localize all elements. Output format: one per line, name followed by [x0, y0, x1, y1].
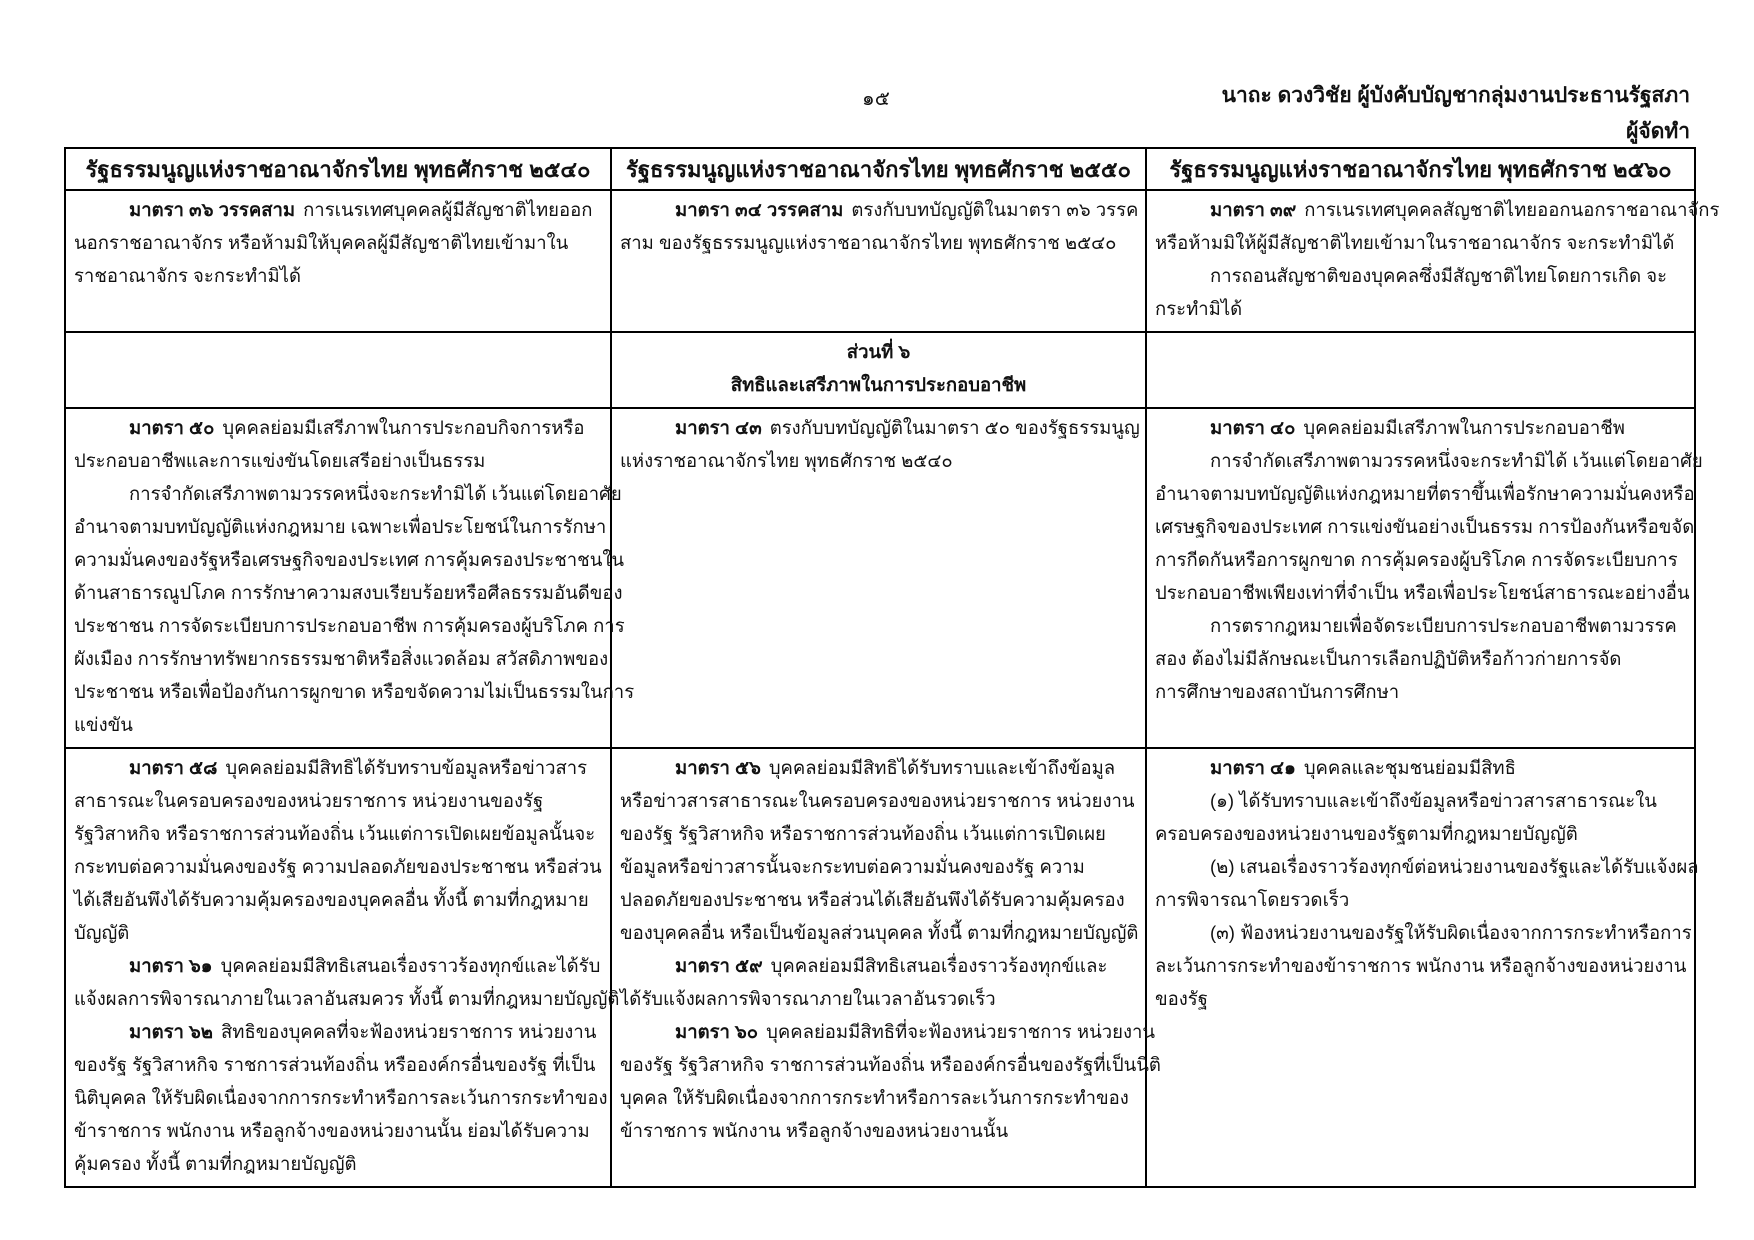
line-text: บุคคลย่อมมีเสรีภาพในการประกอบอาชีพ	[1303, 417, 1625, 438]
line-text: ของบุคคลอื่น หรือเป็นข้อมูลส่วนบุคคล ทั้งนี้ ตามที่กฎหมายบัญญัติ	[620, 922, 1139, 943]
text-line	[1155, 259, 1686, 292]
line-text: นอกราชอาณาจักร หรือห้ามมิให้บุคคลผู้มีสัญชาติไทยเข้ามาใน	[74, 232, 569, 253]
line-text: รัฐวิสาหกิจ หรือราชการส่วนท้องถิ่น เว้นแต่การเปิดเผยข้อมูลนั้นจะ	[74, 823, 596, 844]
column-header-2560: รัฐธรรมนูญแห่งราชอาณาจักรไทย พุทธศักราช ๒๕๖๐	[1146, 148, 1695, 190]
line-text: สอง ต้องไม่มีลักษณะเป็นการเลือกปฏิบัติหรือก้าวก่ายการจัด	[1155, 648, 1622, 669]
text-line	[74, 193, 602, 226]
text-line	[74, 642, 609, 675]
text-line	[1155, 609, 1686, 642]
line-text: ของรัฐ รัฐวิสาหกิจ หรือราชการส่วนท้องถิ่น เว้นแต่การเปิดเผย	[620, 823, 1106, 844]
text-line	[1155, 292, 1686, 325]
line-text: การศึกษาของสถาบันการศึกษา	[1155, 681, 1400, 702]
text-line	[620, 1081, 1137, 1114]
table-cell	[65, 408, 635, 748]
line-text: สาม ของรัฐธรรมนูญแห่งราชอาณาจักรไทย พุทธศักราช ๒๕๔๐	[620, 232, 1117, 253]
line-text: การจำกัดเสรีภาพตามวรรคหนึ่งจะกระทำมิได้ เว้นแต่โดยอาศัย	[1210, 450, 1703, 471]
text-line	[1155, 477, 1695, 510]
table-cell	[1146, 332, 1695, 408]
section-number: มาตรา ๖๐	[675, 1021, 759, 1042]
line-text: การเนรเทศบุคคลสัญชาติไทยออกนอกราชอาณาจักร	[1304, 199, 1720, 220]
line-text: แจ้งผลการพิจารณาภายในเวลาอันสมควร ทั้งนี้ ตามที่กฎหมายบัญญัติ	[74, 988, 620, 1009]
line-text: ของรัฐ	[1155, 988, 1208, 1009]
section-heading	[620, 335, 1137, 368]
table-cell	[65, 190, 611, 332]
line-text: การถอนสัญชาติของบุคคลซึ่งมีสัญชาติไทยโดยการเกิด จะ	[1210, 265, 1668, 286]
text-line	[1155, 751, 1686, 784]
text-line	[74, 1081, 608, 1114]
text-line	[74, 411, 602, 444]
line-text: ราชอาณาจักร จะกระทำมิได้	[74, 265, 301, 286]
section-number: มาตรา ๔๑	[1210, 757, 1296, 778]
text-line	[74, 1147, 602, 1180]
text-line	[74, 609, 625, 642]
line-text: การเนรเทศบุคคลผู้มีสัญชาติไทยออก	[303, 199, 593, 220]
line-text: กระทบต่อความมั่นคงของรัฐ ความปลอดภัยของประชาชน หรือส่วน	[74, 856, 602, 877]
text-line	[74, 949, 602, 982]
author-role: ผู้จัดทำ	[1626, 120, 1690, 143]
text-line	[620, 751, 1137, 784]
line-text: บุคคลย่อมมีสิทธิเสนอเรื่องราวร้องทุกข์และได้รับ	[220, 955, 601, 976]
text-line	[620, 850, 1137, 883]
table-row	[65, 332, 1695, 408]
text-line	[1155, 642, 1686, 675]
header-row	[65, 148, 1695, 190]
text-line	[620, 916, 1137, 949]
section-number: มาตรา ๔๐	[1210, 417, 1296, 438]
column-header-2540: รัฐธรรมนูญแห่งราชอาณาจักรไทย พุทธศักราช ๒๕๔๐	[65, 148, 611, 190]
line-text: ของรัฐ รัฐวิสาหกิจ ราชการส่วนท้องถิ่น หรือองค์กรอื่นของรัฐที่เป็นนิติ	[620, 1054, 1161, 1075]
line-text: บุคคลย่อมมีเสรีภาพในการประกอบกิจการหรือ	[222, 417, 585, 438]
text-line	[1155, 949, 1686, 982]
line-text: ปลอดภัยของประชาชน หรือส่วนได้เสียอันพึงได้รับความคุ้มครอง	[620, 889, 1125, 910]
text-line	[620, 982, 1137, 1015]
table-cell	[611, 408, 1146, 748]
line-text: เศรษฐกิจของประเทศ การแข่งขันอย่างเป็นธรรม การป้องกันหรือขจัด	[1155, 516, 1695, 537]
text-line	[74, 982, 620, 1015]
section-number: มาตรา ๓๙	[1210, 199, 1297, 220]
line-text: ของรัฐ รัฐวิสาหกิจ ราชการส่วนท้องถิ่น หรือองค์กรอื่นของรัฐ ที่เป็น	[74, 1054, 596, 1075]
line-text: บุคคลย่อมมีสิทธิเสนอเรื่องราวร้องทุกข์และ	[770, 955, 1108, 976]
text-line	[1155, 510, 1695, 543]
section-number: มาตรา ๖๑	[129, 955, 213, 976]
column-header-2550: รัฐธรรมนูญแห่งราชอาณาจักรไทย พุทธศักราช ๒๕๕๐	[611, 148, 1146, 190]
text-line	[74, 675, 635, 708]
line-text: ข้อมูลหรือข่าวสารนั้นจะกระทบต่อความมั่นคงของรัฐ ความ	[620, 856, 1085, 877]
text-line	[620, 444, 1137, 477]
text-line	[620, 226, 1137, 259]
line-text: บุคคลและชุมชนย่อมมีสิทธิ	[1303, 757, 1516, 778]
text-line	[74, 477, 622, 510]
line-text: หรือข่าวสารสาธารณะในครอบครองของหน่วยราชการ หน่วยงาน	[620, 790, 1135, 811]
line-text: บุคคลย่อมมีสิทธิได้รับทราบและเข้าถึงข้อมูล	[768, 757, 1116, 778]
line-text: แห่งราชอาณาจักรไทย พุทธศักราช ๒๕๔๐	[620, 450, 953, 471]
text-line	[1155, 982, 1686, 1015]
text-line	[620, 817, 1137, 850]
section-number: มาตรา ๕๙	[675, 955, 763, 976]
text-line	[620, 1015, 1156, 1048]
table-cell	[1146, 748, 1699, 1187]
text-line	[1155, 817, 1686, 850]
line-text: ตรงกับบทบัญญัติในมาตรา ๕๐ ของรัฐธรรมนูญ	[769, 417, 1140, 438]
line-text: กระทำมิได้	[1155, 298, 1243, 319]
text-line	[620, 949, 1137, 982]
text-line	[1155, 411, 1686, 444]
line-text: การพิจารณาโดยรวดเร็ว	[1155, 889, 1350, 910]
line-text: บุคคลย่อมมีสิทธิได้รับทราบข้อมูลหรือข่าวสาร	[225, 757, 588, 778]
section-number: มาตรา ๔๓	[675, 417, 762, 438]
constitution-comparison-table	[64, 147, 1720, 1188]
line-text: บัญญัติ	[74, 922, 130, 943]
text-line	[74, 817, 602, 850]
line-text: ละเว้นการกระทำของข้าราชการ พนักงาน หรือลูกจ้างของหน่วยงาน	[1155, 955, 1687, 976]
line-text: ตรงกับบทบัญญัติในมาตรา ๓๖ วรรค	[851, 199, 1139, 220]
line-text: การตรากฎหมายเพื่อจัดระเบียบการประกอบอาชีพตามวรรค	[1210, 615, 1677, 636]
table-cell	[611, 332, 1146, 408]
line-text: ข้าราชการ พนักงาน หรือลูกจ้างของหน่วยงานนั้น	[620, 1120, 1009, 1141]
line-text: อำนาจตามบทบัญญัติแห่งกฎหมายที่ตราขึ้นเพื่อรักษาความมั่นคงหรือ	[1155, 483, 1695, 504]
section-number: มาตรา ๖๒	[129, 1021, 213, 1042]
section-heading	[620, 368, 1137, 401]
text-line	[74, 784, 602, 817]
text-line	[1155, 675, 1686, 708]
text-line	[620, 883, 1137, 916]
table-cell	[1146, 190, 1720, 332]
text-line	[74, 708, 602, 741]
line-text: สิทธิและเสรีภาพในการประกอบอาชีพ	[730, 374, 1027, 395]
text-line	[74, 543, 625, 576]
line-text: ประกอบอาชีพและการแข่งขันโดยเสรีอย่างเป็นธรรม	[74, 450, 486, 471]
line-text: ประชาชน หรือเพื่อป้องกันการผูกขาด หรือขจัดความไม่เป็นธรรมในการ	[74, 681, 635, 702]
text-line	[1155, 850, 1699, 883]
line-text: ความมั่นคงของรัฐหรือเศรษฐกิจของประเทศ การคุ้มครองประชาชนใน	[74, 549, 625, 570]
section-number: มาตรา ๓๖ วรรคสาม	[129, 199, 296, 220]
text-line	[74, 444, 602, 477]
line-text: (๑) ได้รับทราบและเข้าถึงข้อมูลหรือข่าวสารสาธารณะใน	[1210, 790, 1657, 811]
line-text: ส่วนที่ ๖	[846, 341, 911, 362]
text-line	[74, 1048, 602, 1081]
line-text: นิติบุคคล ให้รับผิดเนื่องจากการกระทำหรือการละเว้นการกระทำของ	[74, 1087, 608, 1108]
author-block	[1222, 78, 1690, 150]
text-line	[1155, 576, 1690, 609]
text-line	[74, 916, 602, 949]
table-cell	[65, 332, 611, 408]
section-number: มาตรา ๓๔ วรรคสาม	[675, 199, 844, 220]
line-text: ข้าราชการ พนักงาน หรือลูกจ้างของหน่วยงานนั้น ย่อมได้รับความ	[74, 1120, 590, 1141]
section-number: มาตรา ๕๘	[129, 757, 218, 778]
text-line	[74, 751, 602, 784]
text-line	[74, 1015, 602, 1048]
line-text: ได้เสียอันพึงได้รับความคุ้มครองของบุคคลอื่น ทั้งนี้ ตามที่กฎหมาย	[74, 889, 589, 910]
page-number: ๑๕	[862, 88, 890, 110]
text-line	[74, 1114, 602, 1147]
table-row	[65, 408, 1695, 748]
table-cell	[65, 748, 620, 1187]
line-text: ประชาชน การจัดระเบียบการประกอบอาชีพ การคุ้มครองผู้บริโภค การ	[74, 615, 625, 636]
text-line	[620, 784, 1137, 817]
line-text: ด้านสาธารณูปโภค การรักษาความสงบเรียบร้อยหรือศีลธรรมอันดีของ	[74, 582, 623, 603]
text-line	[1155, 916, 1692, 949]
line-text: ได้รับแจ้งผลการพิจารณาภายในเวลาอันรวดเร็ว	[620, 988, 996, 1009]
text-line	[1155, 226, 1686, 259]
section-number: มาตรา ๕๐	[129, 417, 215, 438]
text-line	[1155, 193, 1720, 226]
section-number: มาตรา ๕๖	[675, 757, 761, 778]
table-cell	[1146, 408, 1703, 748]
text-line	[1155, 784, 1686, 817]
line-text: บุคคลย่อมมีสิทธิที่จะฟ้องหน่วยราชการ หน่วยงาน	[766, 1021, 1156, 1042]
text-line	[74, 576, 623, 609]
line-text: สาธารณะในครอบครองของหน่วยราชการ หน่วยงานของรัฐ	[74, 790, 544, 811]
line-text: การกีดกันหรือการผูกขาด การคุ้มครองผู้บริโภค การจัดระเบียบการ	[1155, 549, 1678, 570]
text-line	[620, 193, 1137, 226]
text-line	[620, 1114, 1137, 1147]
text-line	[74, 226, 602, 259]
table-cell	[611, 190, 1146, 332]
text-line	[1155, 883, 1686, 916]
line-text: (๒) เสนอเรื่องราวร้องทุกข์ต่อหน่วยงานของรัฐและได้รับแจ้งผล	[1210, 856, 1699, 877]
line-text: แข่งขัน	[74, 714, 133, 735]
line-text: สิทธิของบุคคลที่จะฟ้องหน่วยราชการ หน่วยงาน	[221, 1021, 597, 1042]
text-line	[74, 510, 607, 543]
text-line	[74, 883, 602, 916]
line-text: หรือห้ามมิให้ผู้มีสัญชาติไทยเข้ามาในราชอาณาจักร จะกระทำมิได้	[1155, 232, 1675, 253]
text-line	[620, 1048, 1161, 1081]
line-text: การจำกัดเสรีภาพตามวรรคหนึ่งจะกระทำมิได้ เว้นแต่โดยอาศัย	[129, 483, 622, 504]
text-line	[1155, 444, 1703, 477]
line-text: (๓) ฟ้องหน่วยงานของรัฐให้รับผิดเนื่องจากการกระทำหรือการ	[1210, 922, 1692, 943]
text-line	[74, 259, 602, 292]
text-line	[74, 850, 602, 883]
line-text: ผังเมือง การรักษาทรัพยากรธรรมชาติหรือสิ่งแวดล้อม สวัสดิภาพของ	[74, 648, 609, 669]
table-cell	[611, 748, 1161, 1187]
line-text: ครอบครองของหน่วยงานของรัฐตามที่กฎหมายบัญญัติ	[1155, 823, 1578, 844]
line-text: ประกอบอาชีพเพียงเท่าที่จำเป็น หรือเพื่อประโยชน์สาธารณะอย่างอื่น	[1155, 582, 1690, 603]
line-text: บุคคล ให้รับผิดเนื่องจากการกระทำหรือการละเว้นการกระทำของ	[620, 1087, 1129, 1108]
line-text: คุ้มครอง ทั้งนี้ ตามที่กฎหมายบัญญัติ	[74, 1153, 357, 1174]
author-line: นาถะ ดวงวิชัย ผู้บังคับบัญชากลุ่มงานประธานรัฐสภา	[1221, 84, 1690, 107]
text-line	[1155, 543, 1686, 576]
text-line	[620, 411, 1140, 444]
table-row	[65, 190, 1695, 332]
line-text: อำนาจตามบทบัญญัติแห่งกฎหมาย เฉพาะเพื่อประโยชน์ในการรักษา	[74, 516, 607, 537]
table-row	[65, 748, 1695, 1187]
